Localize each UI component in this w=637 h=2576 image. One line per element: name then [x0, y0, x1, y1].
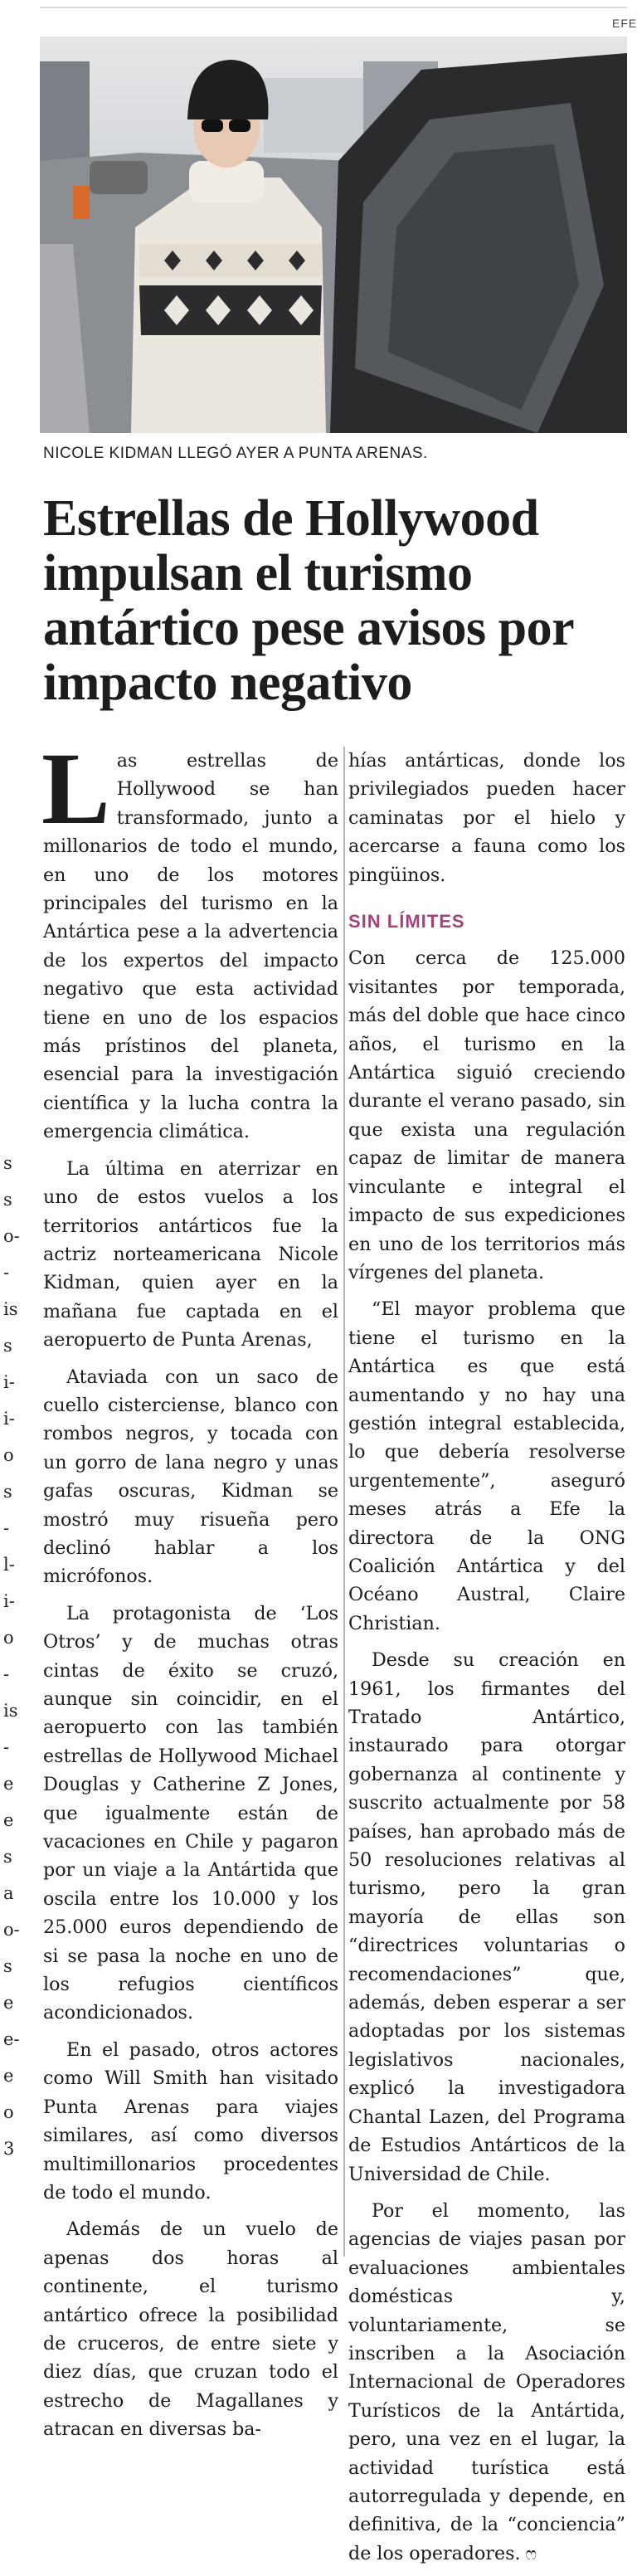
article-headline: Estrellas de Hollywood impulsan el turismo antártico pese avisos por impacto negativo: [43, 490, 574, 711]
subheading: SIN LÍMITES: [348, 911, 465, 933]
adjacent-column-fragment: s: [3, 1482, 12, 1502]
paragraph-5: En el pasado, otros actores como Will Smith han visitado Punta Arenas para viajes similares, así como diversos multimillonarios procedentes de todo el mundo.: [43, 2038, 338, 2203]
adjacent-column-fragment: -: [3, 1263, 10, 1283]
adjacent-column-fragment: i-: [3, 1591, 15, 1611]
paragraph-4: La protagonista de ‘Los Otros’ y de muchas otras cintas de éxito se cruzó, aunque sin coincidir, en el aeropuerto con las también estrellas de Hollywood Michael Douglas y Catherine Z Jones, que igualmente están de vacaciones en Chile y pagaron por un viaje a la Antártida que oscila entre los 10.000 y los 25.000 euros dependiendo de si se pasa la noche en uno de los refugios científicos acondicionados.: [43, 1602, 338, 2024]
paragraph-2: La última en aterrizar en uno de estos vuelos a los territorios antárticos fue la actriz norteamericana Nicole Kidman, quien ayer en la mañana fue captada en el aeropuerto de Punta Arenas,: [43, 1157, 338, 1351]
column-divider: [343, 747, 345, 2257]
adjacent-column-fragment: is: [3, 1701, 18, 1721]
adjacent-column-fragment: o: [3, 1445, 14, 1465]
adjacent-column-fragment: o-: [3, 1226, 20, 1246]
article-column-1: [41, 732, 338, 2452]
article-photo: [40, 37, 627, 433]
adjacent-column-fragment: s: [3, 1190, 12, 1210]
paragraph-7: hías antárticas, donde los privilegiados pueden hacer caminatas por el hielo y acercarse a fauna como los pingüinos.: [348, 750, 625, 886]
adjacent-column-fragment: e-: [3, 2029, 20, 2049]
adjacent-column-fragment: o: [3, 2102, 14, 2122]
photo-illustration: [40, 37, 627, 433]
adjacent-column-fragment: -: [3, 1664, 10, 1684]
adjacent-column-fragment: a: [3, 1883, 14, 1903]
adjacent-column-fragment: s: [3, 1336, 12, 1356]
adjacent-column-fragment: e: [3, 1774, 14, 1794]
adjacent-column-fragment: e: [3, 1810, 14, 1830]
adjacent-column-fragment: i-: [3, 1372, 15, 1392]
paragraph-8: Con cerca de 125.000 visitantes por temporada, más del doble que hace cinco años, el turismo en la Antártica siguió creciendo durante el verano pasado, sin que exista una regulación capaz de limitar de manera vinculante e integral el impacto de sus expediciones en uno de los territorios más vírgenes del planeta.: [348, 947, 625, 1283]
adjacent-column-fragment: o: [3, 1628, 14, 1648]
adjacent-column-fragment: is: [3, 1299, 18, 1319]
adjacent-column-fragment: s: [3, 1153, 12, 1173]
adjacent-column-fragment: e: [3, 2066, 14, 2086]
adjacent-column-fragment: -: [3, 1518, 10, 1538]
end-mark-icon: ෆ: [525, 2543, 537, 2564]
paragraph-10: Desde su creación en 1961, los firmantes del Tratado Antártico, instaurado para otorgar gobernanza al continente y suscrito actualmente por 58 países, han aprobado más de 50 resoluciones relativas al turismo, pero la gran mayoría de ellas son “directrices voluntarias o recomendaciones” que, además, deben esperar a ser adoptadas por los sistemas legislativos nacionales, explicó la investigadora Chantal Lazen, del Programa de Estudios Antárticos de la Universidad de Chile.: [348, 1649, 625, 2185]
paragraph-3: Ataviada con un saco de cuello cisterciense, blanco con rombos negros, y tocada con un gorro de lana negro y unas gafas oscuras, Kidman se mostró muy risueña pero declinó hablar a los micrófonos.: [43, 1366, 338, 1588]
paragraph-1: Las estrellas de Hollywood se han transformado, junto a millonarios de todo el mundo, en uno de los motores principales del turismo en la Antártica pese a la advertencia de los expertos del impacto negativo que esta actividad tiene en uno de los espacios más prístinos del planeta, esencial para la investigación científica y la lucha contra la emergencia climática.: [41, 732, 338, 1143]
adjacent-column-fragment: i-: [3, 1409, 15, 1429]
drop-cap: L: [41, 732, 110, 845]
adjacent-column-fragment: e: [3, 1993, 14, 2013]
adjacent-column-fragment: 3: [3, 2139, 15, 2159]
photo-credit: EFE: [612, 17, 637, 30]
adjacent-column-fragment: l-: [3, 1555, 15, 1575]
adjacent-column-fragment: o-: [3, 1920, 20, 1940]
photo-caption: NICOLE KIDMAN LLEGÓ AYER A PUNTA ARENAS.: [43, 445, 428, 462]
clipped-adjacent-column: [0, 0, 25, 2286]
paragraph-6: Además de un vuelo de apenas dos horas al continente, el turismo antártico ofrece la posibilidad de cruceros, de entre siete y diez días, que cruzan todo el estrecho de Magallanes y atracan en diversas ba-: [43, 2218, 338, 2441]
adjacent-column-fragment: -: [3, 1737, 10, 1757]
article-column-2: [348, 747, 625, 2576]
adjacent-column-fragment: s: [3, 1847, 12, 1867]
paragraph-9: “El mayor problema que tiene el turismo en la Antártica es que está aumentando y no hay una gestión integral establecida, lo que debería resolverse urgentemente”, aseguró meses atrás a Efe la directora de la ONG Coalición Antártica y del Océano Austral, Claire Christian.: [348, 1298, 625, 1634]
paragraph-11: Por el momento, las agencias de viajes pasan por evaluaciones ambientales domésticas y, voluntariamente, se inscriben a la Asociación Internacional de Operadores Turísticos de la Antártida, pero, una vez en el lugar, la actividad turística está autorregulada y depende, en definitiva, de la “conciencia” de los operadores. ෆ: [348, 2199, 625, 2564]
top-rule: [40, 7, 627, 8]
adjacent-column-fragment: s: [3, 1956, 12, 1976]
